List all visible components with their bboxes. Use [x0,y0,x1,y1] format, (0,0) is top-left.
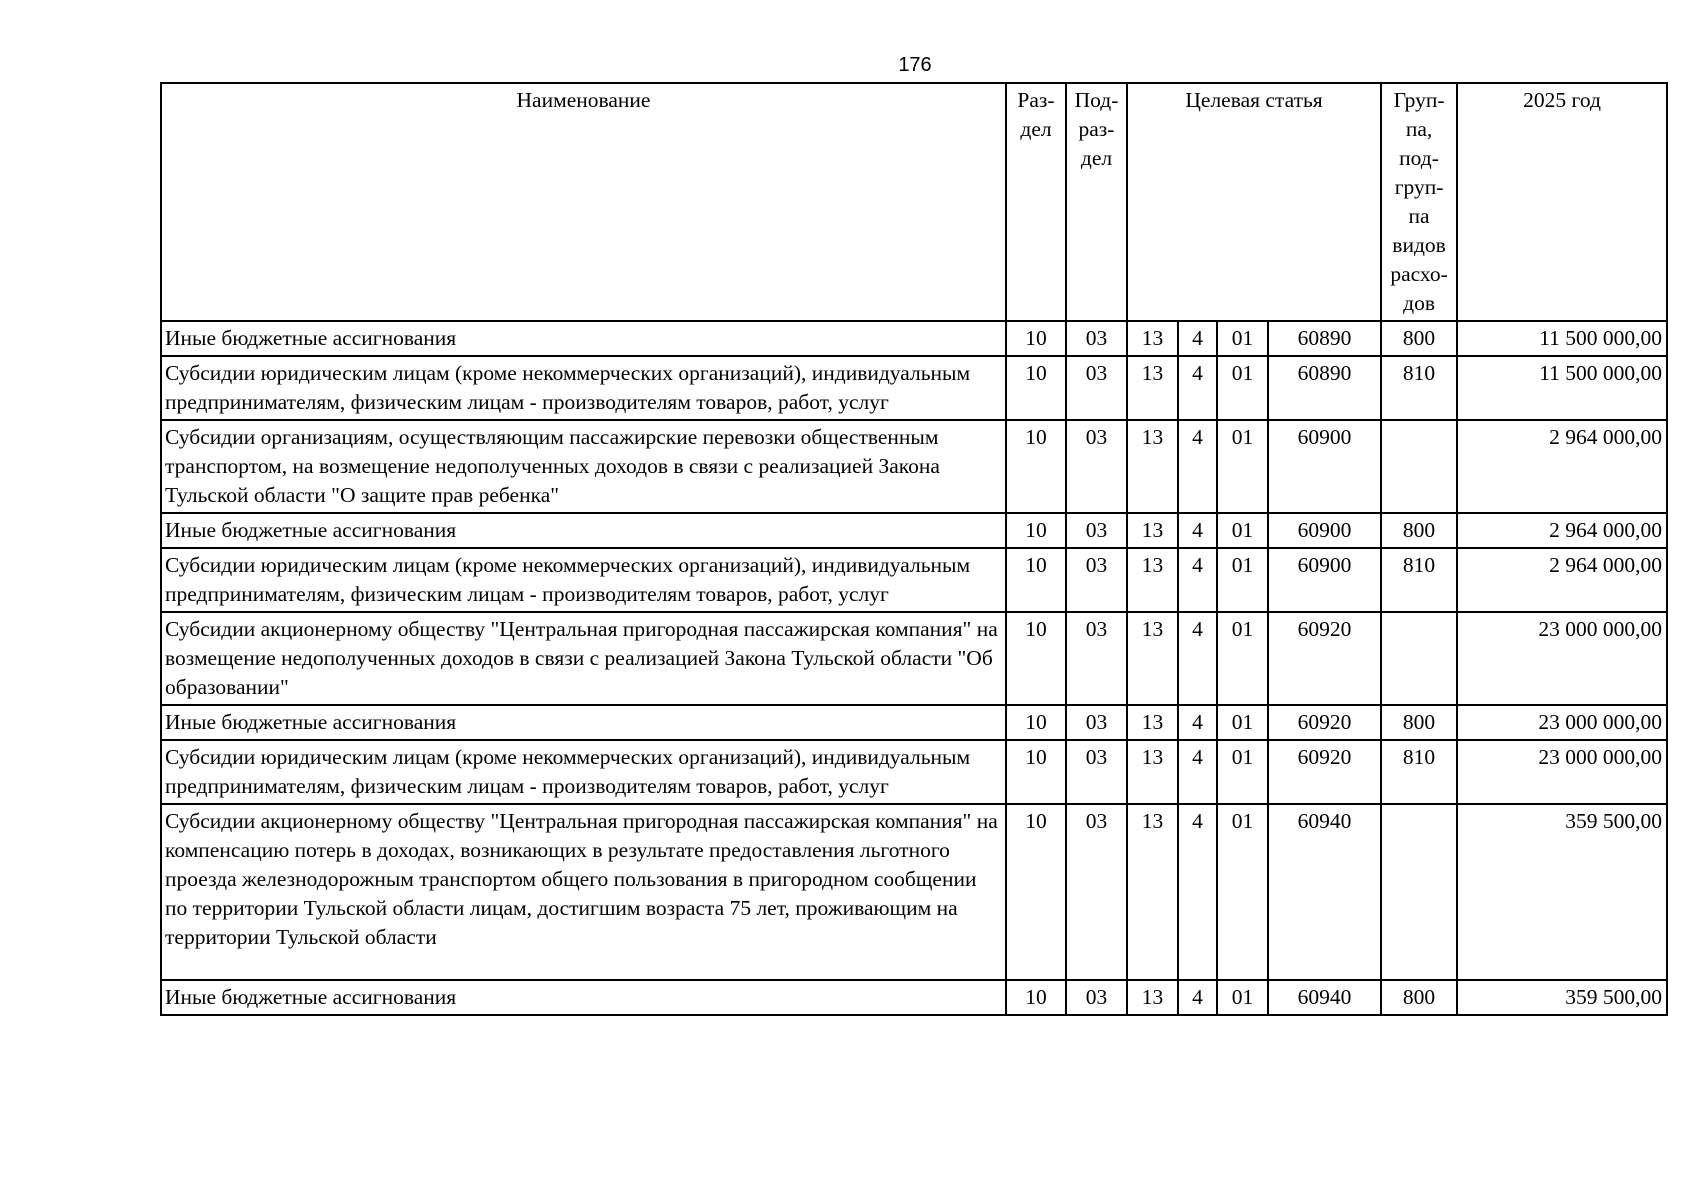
row-target-type-cell: 4 [1178,740,1217,804]
budget-table [160,82,1668,1016]
row-target-program-cell: 13 [1127,420,1178,513]
row-razdel-cell: 10 [1006,804,1066,980]
row-name-cell: Субсидии акционерному обществу "Центральная пригородная пассажирская компания" на возмещение недополученных доходов в связи с реализацией Закона Тульской области "Об образовании" [161,612,1006,705]
row-target-subprogram-cell: 01 [1217,420,1268,513]
row-podrazdel-cell: 03 [1066,548,1127,612]
row-expense-group-cell: 800 [1381,980,1457,1015]
row-podrazdel-cell: 03 [1066,980,1127,1015]
row-razdel-cell: 10 [1006,612,1066,705]
row-target-subprogram-cell: 01 [1217,321,1268,356]
row-amount-cell: 23 000 000,00 [1457,612,1667,705]
row-name-cell: Иные бюджетные ассигнования [161,513,1006,548]
row-expense-group-cell: 810 [1381,740,1457,804]
row-razdel-cell: 10 [1006,420,1066,513]
row-target-subprogram-cell: 01 [1217,804,1268,980]
table-row [161,321,1667,356]
row-razdel-cell: 10 [1006,740,1066,804]
row-expense-group-cell: 800 [1381,705,1457,740]
row-target-type-cell: 4 [1178,980,1217,1015]
row-name-cell: Иные бюджетные ассигнования [161,321,1006,356]
row-expense-group-cell: 810 [1381,356,1457,420]
row-razdel-cell: 10 [1006,513,1066,548]
row-razdel-cell: 10 [1006,980,1066,1015]
row-razdel-cell: 10 [1006,321,1066,356]
table-row [161,612,1667,705]
row-podrazdel-cell: 03 [1066,804,1127,980]
row-razdel-cell: 10 [1006,356,1066,420]
row-target-direction-cell: 60900 [1268,420,1381,513]
row-target-program-cell: 13 [1127,980,1178,1015]
row-target-type-cell: 4 [1178,612,1217,705]
row-target-program-cell: 13 [1127,321,1178,356]
row-target-subprogram-cell: 01 [1217,356,1268,420]
row-name-cell: Иные бюджетные ассигнования [161,980,1006,1015]
row-target-program-cell: 13 [1127,705,1178,740]
table-row [161,356,1667,420]
row-podrazdel-cell: 03 [1066,612,1127,705]
page-number: 176 [898,54,932,76]
row-amount-cell: 359 500,00 [1457,804,1667,980]
row-target-subprogram-cell: 01 [1217,740,1268,804]
row-podrazdel-cell: 03 [1066,705,1127,740]
row-target-subprogram-cell: 01 [1217,980,1268,1015]
header-target-article: Целевая статья [1127,83,1381,321]
row-target-program-cell: 13 [1127,612,1178,705]
row-target-type-cell: 4 [1178,356,1217,420]
row-podrazdel-cell: 03 [1066,420,1127,513]
row-target-subprogram-cell: 01 [1217,548,1268,612]
table-row [161,513,1667,548]
row-target-type-cell: 4 [1178,705,1217,740]
row-expense-group-cell [1381,420,1457,513]
row-name-cell: Иные бюджетные ассигнования [161,705,1006,740]
row-target-program-cell: 13 [1127,548,1178,612]
row-name-cell: Субсидии юридическим лицам (кроме некоммерческих организаций), индивидуальным предпринимателям, физическим лицам - производителям товаров, работ, услуг [161,356,1006,420]
row-expense-group-cell: 800 [1381,321,1457,356]
row-podrazdel-cell: 03 [1066,356,1127,420]
row-podrazdel-cell: 03 [1066,513,1127,548]
row-name-cell: Субсидии юридическим лицам (кроме некоммерческих организаций), индивидуальным предпринимателям, физическим лицам - производителям товаров, работ, услуг [161,548,1006,612]
row-razdel-cell: 10 [1006,548,1066,612]
table-body [161,321,1667,1015]
row-amount-cell: 11 500 000,00 [1457,321,1667,356]
table-header-row [161,83,1667,321]
row-target-program-cell: 13 [1127,513,1178,548]
row-name-cell: Субсидии юридическим лицам (кроме некоммерческих организаций), индивидуальным предпринимателям, физическим лицам - производителям товаров, работ, услуг [161,740,1006,804]
row-target-direction-cell: 60920 [1268,612,1381,705]
row-target-subprogram-cell: 01 [1217,513,1268,548]
row-target-type-cell: 4 [1178,804,1217,980]
row-amount-cell: 23 000 000,00 [1457,740,1667,804]
row-amount-cell: 2 964 000,00 [1457,420,1667,513]
row-amount-cell: 11 500 000,00 [1457,356,1667,420]
table-row [161,804,1667,980]
header-year-2025: 2025 год [1457,83,1667,321]
row-target-direction-cell: 60920 [1268,740,1381,804]
row-target-direction-cell: 60890 [1268,356,1381,420]
row-podrazdel-cell: 03 [1066,740,1127,804]
header-name: Наименование [161,83,1006,321]
row-name-cell: Субсидии акционерному обществу "Центральная пригородная пассажирская компания" на компенсацию потерь в доходах, возникающих в результате предоставления льготного проезда железнодорожным транспортом общего пользования в пригородном сообщении по территории Тульской области лицам, достигшим возраста 75 лет, проживающим на территории Тульской области [161,804,1006,980]
row-target-program-cell: 13 [1127,356,1178,420]
row-target-program-cell: 13 [1127,740,1178,804]
row-expense-group-cell: 800 [1381,513,1457,548]
row-target-direction-cell: 60940 [1268,804,1381,980]
row-podrazdel-cell: 03 [1066,321,1127,356]
row-target-type-cell: 4 [1178,321,1217,356]
table-row [161,705,1667,740]
header-expense-group: Груп- па, под- груп- па видов расхо- дов [1381,83,1457,321]
row-target-direction-cell: 60900 [1268,548,1381,612]
row-expense-group-cell: 810 [1381,548,1457,612]
row-amount-cell: 2 964 000,00 [1457,513,1667,548]
row-target-type-cell: 4 [1178,420,1217,513]
row-target-subprogram-cell: 01 [1217,705,1268,740]
row-target-direction-cell: 60920 [1268,705,1381,740]
row-expense-group-cell [1381,804,1457,980]
table-row [161,740,1667,804]
row-amount-cell: 359 500,00 [1457,980,1667,1015]
row-target-type-cell: 4 [1178,548,1217,612]
row-target-direction-cell: 60890 [1268,321,1381,356]
table-row [161,548,1667,612]
row-name-cell: Субсидии организациям, осуществляющим пассажирские перевозки общественным транспортом, на возмещение недополученных доходов в связи с реализацией Закона Тульской области "О защите прав ребенка" [161,420,1006,513]
header-podrazdel: Под- раз- дел [1066,83,1127,321]
row-amount-cell: 2 964 000,00 [1457,548,1667,612]
row-expense-group-cell [1381,612,1457,705]
row-target-direction-cell: 60940 [1268,980,1381,1015]
table-row [161,420,1667,513]
row-target-direction-cell: 60900 [1268,513,1381,548]
row-target-subprogram-cell: 01 [1217,612,1268,705]
header-razdel: Раз- дел [1006,83,1066,321]
row-target-program-cell: 13 [1127,804,1178,980]
row-amount-cell: 23 000 000,00 [1457,705,1667,740]
row-razdel-cell: 10 [1006,705,1066,740]
table-row [161,980,1667,1015]
row-target-type-cell: 4 [1178,513,1217,548]
